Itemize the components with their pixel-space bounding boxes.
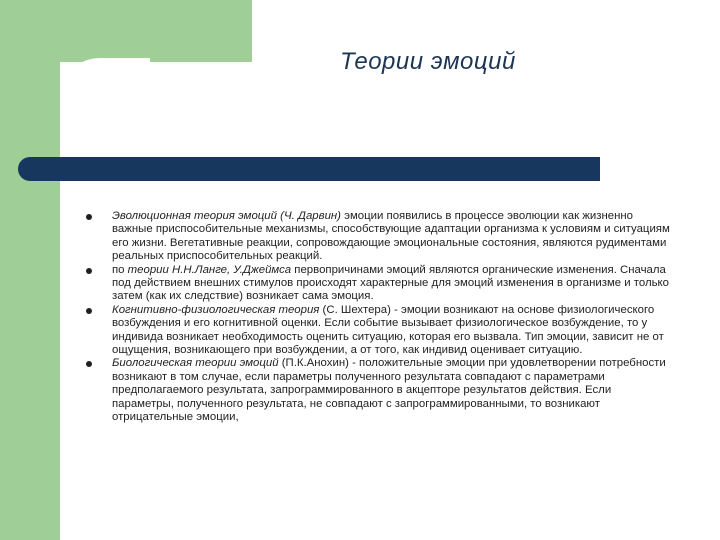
green-corner-block xyxy=(60,0,252,62)
bullet-dot-icon xyxy=(86,268,92,274)
rounded-content-corner xyxy=(60,58,150,148)
theory-lead: по xyxy=(112,263,128,276)
bullet-dot-icon xyxy=(86,361,92,367)
theory-text: эмоции появились в процессе эволюции как жизненно важные приспособительные механизмы, способствующие адаптации организма к условиям и ситуациям его жизни. Вегетативные реакции, сопровождающие эмоциональные состояния, являются рудиментами реальных приспособительных реакций. xyxy=(112,210,670,263)
slide-title: Теории эмоций xyxy=(340,48,516,75)
theory-name: теории Н.Н.Ланге, У.Джеймса xyxy=(127,263,292,276)
bullet-dot-icon xyxy=(86,308,92,314)
theory-list xyxy=(86,210,670,425)
theory-text: (П.К.Анохин) - положительные эмоции при удовлетворении потребности возникают в том случае, если параметры полученного результата совпадают с параметрами предполагаемого результата, запрограммированного в акцепторе результатов действия. Если параметры, полученного результата, не совпадают с запрограммированными, то возникают отрицательные эмоции, xyxy=(112,357,666,424)
bullet-dot-icon xyxy=(86,214,92,220)
list-item xyxy=(86,264,670,304)
title-divider-bar xyxy=(18,157,600,181)
theory-name: Эволюционная теория эмоций (Ч. Дарвин) xyxy=(112,210,341,222)
theory-text: (С. Шехтера) - эмоции возникают на основе физиологического возбуждения и его когнитивной оценки. Если событие вызывает физиологическое возбуждение, то у индивида возникает необходимость оценить ситуацию, которая его вызвала. Тип эмоции, зависит не от ощущения, возникающего при возбуждении, а от того, как индивид оценивает ситуацию. xyxy=(112,303,664,357)
theory-name: Когнитивно-физиологическая теория xyxy=(112,303,320,316)
green-side-strip xyxy=(0,0,60,540)
list-item xyxy=(86,210,670,264)
theory-name: Биологическая теории эмоций xyxy=(112,357,279,370)
list-item xyxy=(86,304,670,358)
list-item xyxy=(86,357,670,424)
theory-text: первопричинами эмоций являются органические изменения. Сначала под действием внешних стимулов происходят характерные для эмоций изменения в организме и только затем (как их следствие) возникает сама эмоция. xyxy=(112,263,669,303)
